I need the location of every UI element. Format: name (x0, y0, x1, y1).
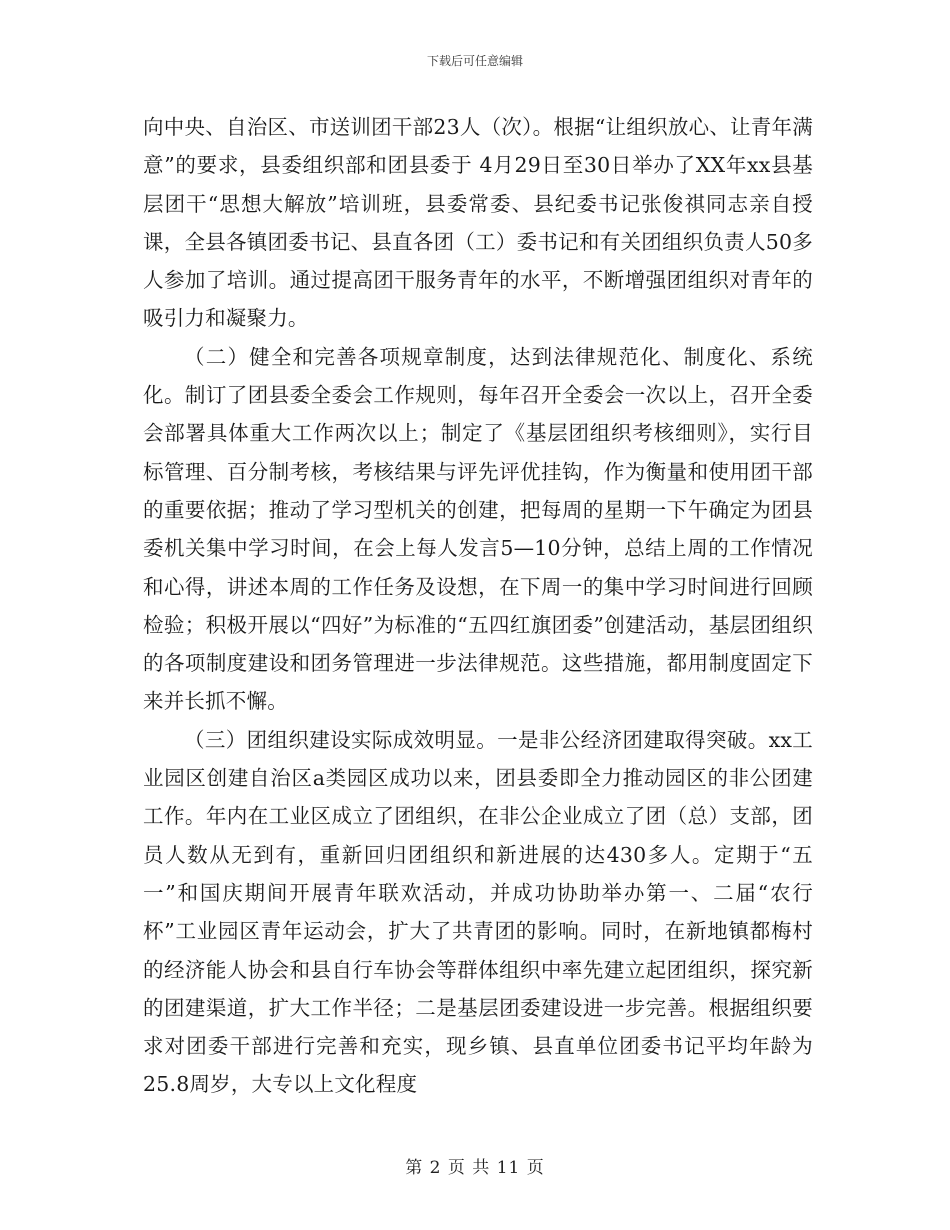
paragraph-2: （二）健全和完善各项规章制度，达到法律规范化、制度化、系统化。制订了团县委全委会工作规则，每年召开全委会一次以上，召开全委会部署具体重大工作两次以上；制定了《基层团组织考核细则》，实行目标管理、百分制考核，考核结果与评先评优挂钩，作为衡量和使用团干部的重要依据；推动了学习型机关的创建，把每周的星期一下午确定为团县委机关集中学习时间，在会上每人发言5—10分钟，总结上周的工作情况和心得，讲述本周的工作任务及设想，在下周一的集中学习时间进行回顾检验；积极开展以“四好”为标准的“五四红旗团委”创建活动，基层团组织的各项制度建设和团务管理进一步法律规范。这些措施，都用制度固定下来并长抓不懈。 (143, 344, 813, 714)
document-body (143, 108, 813, 1104)
page-header: 下载后可任意编辑 (426, 54, 523, 68)
paragraph-3: （三）团组织建设实际成效明显。一是非公经济团建取得突破。xx工业园区创建自治区a类园区成功以来，团县委即全力推动园区的非公团建工作。年内在工业区成立了团组织，在非公企业成立了团（总）支部，团员人数从无到有，重新回归团组织和新进展的达430多人。定期于“五一”和国庆期间开展青年联欢活动，并成功协助举办第一、二届“农行杯”工业园区青年运动会，扩大了共青团的影响。同时，在新地镇都梅村的经济能人协会和县自行车协会等群体组织中率先建立起团组织，探究新的团建渠道，扩大工作半径；二是基层团委建设进一步完善。根据组织要求对团委干部进行完善和充实，现乡镇、县直单位团委书记平均年龄为25.8周岁，大专以上文化程度 (143, 727, 813, 1097)
page-footer: 第 2 页 共 11 页 (405, 1158, 545, 1178)
paragraph-1: 向中央、自治区、市送训团干部23人（次）。根据“让组织放心、让青年满意”的要求，县委组织部和团县委于 4月29日至30日举办了XX年xx县基层团干“思想大解放”培训班，县委常委、县纪委书记张俊祺同志亲自授课，全县各镇团委书记、县直各团（工）委书记和有关团组织负责人50多人参加了培训。通过提高团干服务青年的水平，不断增强团组织对青年的吸引力和凝聚力。 (143, 115, 813, 331)
